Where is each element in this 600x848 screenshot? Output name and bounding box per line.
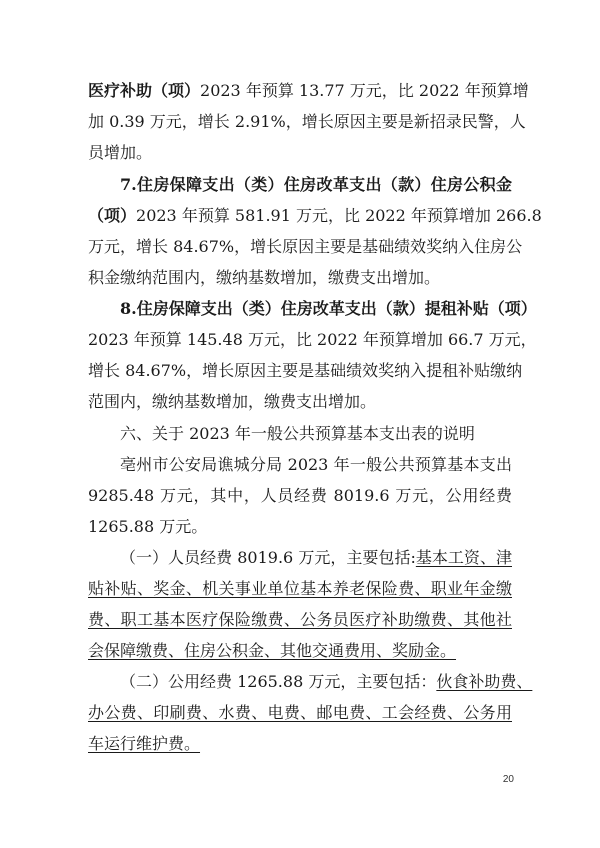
page-number: 20 xyxy=(502,774,514,785)
p1-line-1 xyxy=(88,80,529,102)
section6-heading: 六、关于 2023 年一般公共预算基本支出表的说明 xyxy=(120,424,475,443)
personnel-intro: （一）人员经费 8019.6 万元，主要包括: xyxy=(120,548,416,567)
p3-line-2: 2023 年预算 145.48 万元，比 2022 年预算增加 66.7 万元， xyxy=(88,330,537,349)
personnel-line-2: 贴补贴、奖金、机关事业单位基本养老保险费、职业年金缴 xyxy=(88,579,512,598)
p3-line-3: 增长 84.67%，增长原因主要是基础绩效奖纳入提租补贴缴纳 xyxy=(88,361,523,380)
p1-line-3: 员增加。 xyxy=(88,143,153,162)
p1-line-1-text: 2023 年预算 13.77 万元，比 2022 年预算增 xyxy=(200,81,529,100)
p2-line-2-text: 2023 年预算 581.91 万元，比 2022 年预算增加 266.8 xyxy=(136,206,542,225)
section6-line-3: 1265.88 万元。 xyxy=(88,517,208,536)
public-intro: （二）公用经费 1265.88 万元，主要包括： xyxy=(120,672,437,691)
p1-bold-title: 医疗补助（项） xyxy=(88,81,201,100)
public-line-1 xyxy=(120,671,533,693)
personnel-items-start: 基本工资、津 xyxy=(415,548,512,567)
public-line-3: 车运行维护费。 xyxy=(88,734,201,753)
p1-line-2: 加 0.39 万元，增长 2.91%，增长原因主要是新招录民警，人 xyxy=(88,112,526,131)
section6-line-1: 亳州市公安局谯城分局 2023 年一般公共预算基本支出 xyxy=(120,455,512,474)
p2-bold-item: （项） xyxy=(88,206,137,225)
personnel-line-1 xyxy=(120,547,512,569)
p2-line-3: 万元，增长 84.67%，增长原因主要是基础绩效奖纳入住房公 xyxy=(88,237,523,256)
personnel-line-3: 费、职工基本医疗保险缴费、公务员医疗补助缴费、其他社 xyxy=(88,610,512,629)
public-items-start: 伙食补助费、 xyxy=(436,672,533,691)
p2-line-2 xyxy=(88,205,542,227)
p3-heading: 8.住房保障支出（类）住房改革支出（款）提租补贴（项） xyxy=(120,299,537,318)
p2-heading: 7.住房保障支出（类）住房改革支出（款）住房公积金 xyxy=(120,175,512,194)
p3-line-4: 范围内，缴纳基数增加，缴费支出增加。 xyxy=(88,392,377,411)
public-line-2: 办公费、印刷费、水费、电费、邮电费、工会经费、公务用 xyxy=(88,703,512,722)
personnel-line-4: 会保障缴费、住房公积金、其他交通费用、奖励金。 xyxy=(88,641,457,660)
p2-line-4: 积金缴纳范围内，缴纳基数增加，缴费支出增加。 xyxy=(88,268,441,287)
section6-line-2: 9285.48 万元，其中，人员经费 8019.6 万元，公用经费 xyxy=(88,486,512,505)
